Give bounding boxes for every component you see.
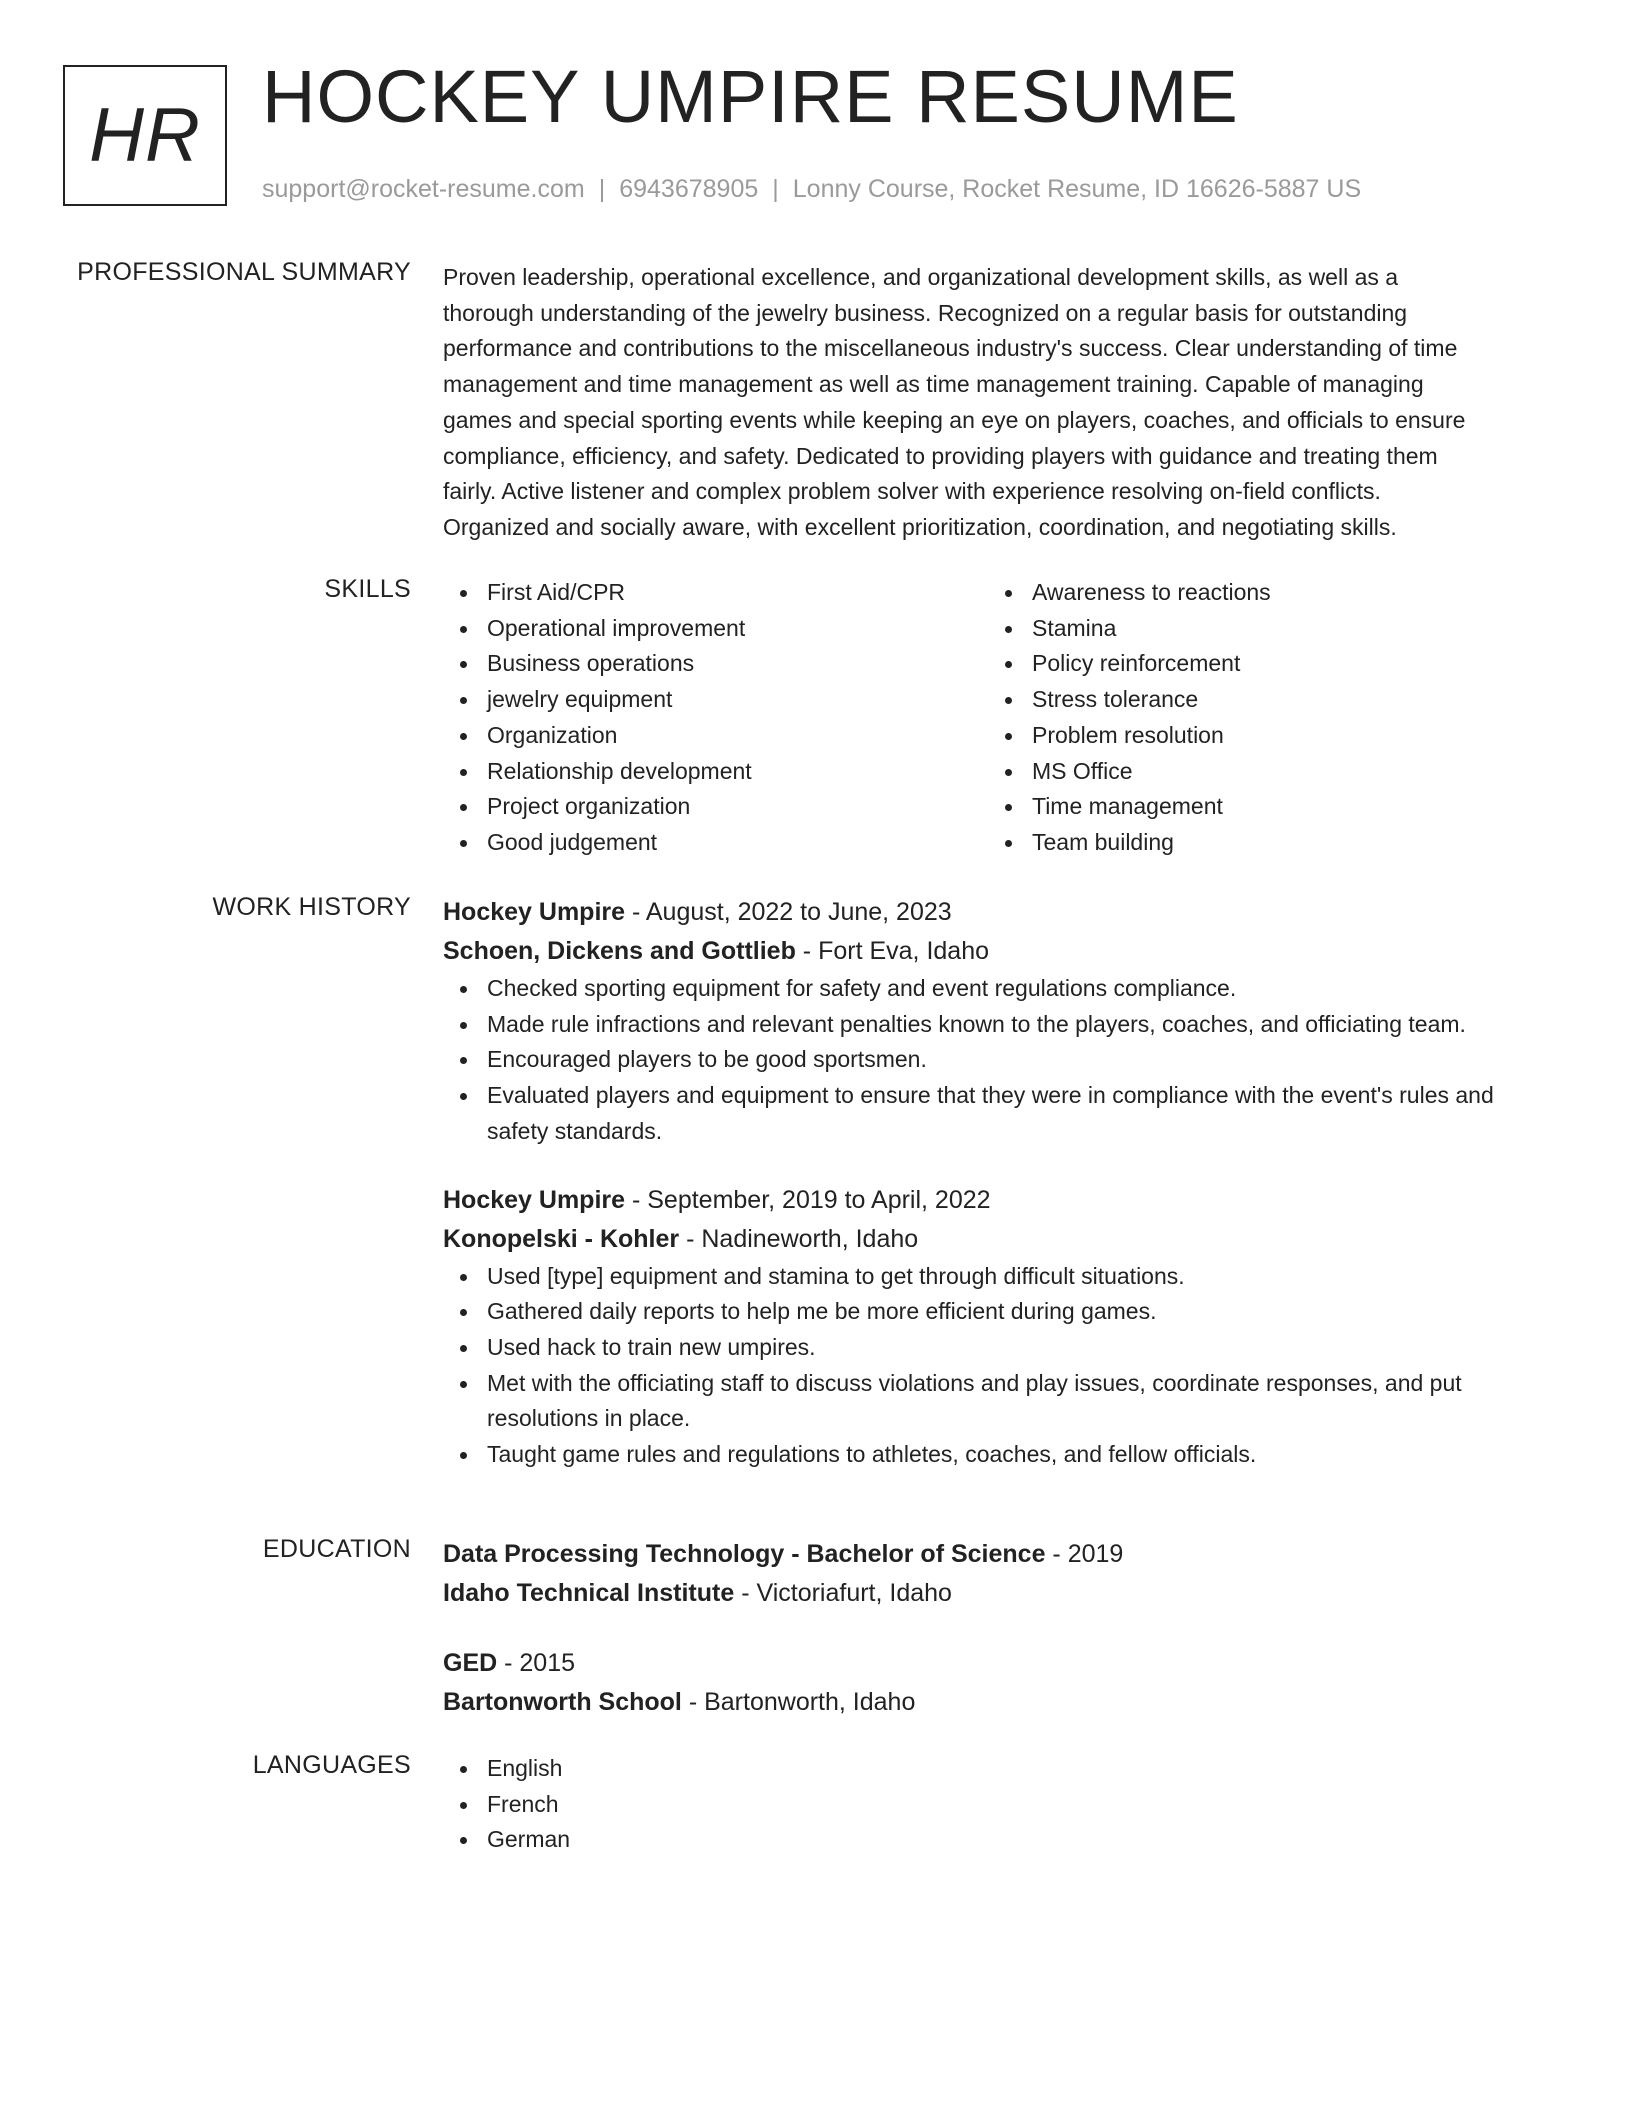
job-location: - Nadineworth, Idaho [679,1224,919,1253]
skills-list-right [988,575,1533,861]
job-title: Hockey Umpire [443,1185,626,1214]
skill-item: Policy reinforcement [988,646,1533,682]
job-title: Hockey Umpire [443,898,626,926]
skill-item: MS Office [988,754,1533,790]
job-duty: Encouraged players to be good sportsmen. [443,1042,1549,1078]
job-dates: - September, 2019 to April, 2022 [625,1185,991,1214]
job-duty: Met with the officiating staff to discuss violations and play issues, coordinate responses, and put resolutions in place. [443,1366,1549,1437]
education-school-line [443,1574,1549,1613]
work-history-body [443,893,1549,1473]
monogram-logo: HR [63,65,227,206]
job-entry [443,1181,1549,1473]
summary-line: performance and contributions to the miscellaneous industry's success. Clear understanding of time [443,335,1458,362]
education-year: - 2015 [497,1649,576,1677]
job-duty: Checked sporting equipment for safety and event regulations compliance. [443,971,1549,1007]
skill-item: Operational improvement [443,611,988,647]
contact-line [262,175,1361,204]
job-title-line [443,1181,1549,1220]
job-duty: Evaluated players and equipment to ensure that they were in compliance with the event's rules and safety standards. [443,1078,1549,1149]
skill-item: Time management [988,789,1533,825]
job-duty: Gathered daily reports to help me be more efficient during games. [443,1294,1549,1330]
job-dates: - August, 2022 to June, 2023 [625,898,952,926]
language-item: English [443,1751,1549,1787]
education-school-line [443,1683,1549,1722]
contact-email: support@rocket-resume.com [262,175,585,203]
skill-item: Project organization [443,789,988,825]
contact-phone: 6943678905 [619,175,759,203]
section-label-languages: LANGUAGES [252,1751,411,1779]
skill-item: Stamina [988,611,1533,647]
skill-item: Organization [443,718,988,754]
summary-line: fairly. Active listener and complex problem solver with experience resolving on-field conflicts. [443,478,1381,505]
education-year: - 2019 [1045,1540,1124,1568]
skill-item: Problem resolution [988,718,1533,754]
contact-address: Lonny Course, Rocket Resume, ID 16626-5887 US [792,175,1362,203]
education-degree-line [443,1535,1549,1574]
summary-line: games and special sporting events while keeping an eye on players, coaches, and officials to ensure [443,406,1466,433]
job-duties-list [443,1259,1549,1473]
skill-item: Good judgement [443,825,988,861]
section-label-skills: SKILLS [324,575,411,603]
skill-item: Business operations [443,646,988,682]
education-location: - Bartonworth, Idaho [681,1688,916,1716]
job-duty: Used hack to train new umpires. [443,1330,1549,1366]
job-location: - Fort Eva, Idaho [795,937,989,965]
language-item: French [443,1787,1549,1823]
skills-columns [443,575,1549,861]
job-duty: Used [type] equipment and stamina to get through difficult situations. [443,1259,1549,1295]
job-duty: Made rule infractions and relevant penalties known to the players, coaches, and officiating team. [443,1007,1549,1043]
job-entry [443,893,1549,1150]
education-location: - Victoriafurt, Idaho [734,1579,952,1607]
job-duties-list [443,971,1549,1150]
language-item: German [443,1822,1549,1858]
skills-list-left [443,575,988,861]
job-company-line [443,932,1549,971]
education-degree: GED [443,1649,498,1677]
skill-item: Team building [988,825,1533,861]
section-label-summary: PROFESSIONAL SUMMARY [77,258,411,286]
job-company: Konopelski - Kohler [443,1224,680,1253]
summary-line: Proven leadership, operational excellence, and organizational development skills, as well as a [443,264,1399,290]
summary-text [443,260,1549,546]
skill-item: First Aid/CPR [443,575,988,611]
summary-line: management and time management as well as time management training. Capable of managing [443,371,1424,398]
education-school: Idaho Technical Institute [443,1579,735,1607]
education-degree-line [443,1644,1549,1683]
skill-item: jewelry equipment [443,682,988,718]
section-label-work: WORK HISTORY [212,893,411,921]
education-school: Bartonworth School [443,1688,682,1716]
job-company: Schoen, Dickens and Gottlieb [443,937,796,965]
contact-separator: | [598,175,606,203]
contact-separator: | [772,175,779,203]
resume-title: HOCKEY UMPIRE RESUME [262,55,1239,138]
education-body [443,1535,1549,1722]
skill-item: Awareness to reactions [988,575,1533,611]
section-label-education: EDUCATION [262,1535,411,1563]
languages-list [443,1751,1549,1858]
skill-item: Relationship development [443,754,988,790]
job-company-line [443,1220,1549,1259]
job-title-line [443,893,1549,932]
education-entry [443,1644,1549,1722]
languages-body [443,1751,1549,1858]
skill-item: Stress tolerance [988,682,1533,718]
education-entry [443,1535,1549,1613]
summary-line: Organized and socially aware, with excellent prioritization, coordination, and negotiating skills. [443,513,1397,540]
job-duty: Taught game rules and regulations to athletes, coaches, and fellow officials. [443,1437,1549,1473]
summary-line: thorough understanding of the jewelry business. Recognized on a regular basis for outstanding [443,299,1408,326]
education-degree: Data Processing Technology - Bachelor of Science [443,1540,1046,1568]
summary-line: compliance, efficiency, and safety. Dedicated to providing players with guidance and treating them [443,442,1438,469]
